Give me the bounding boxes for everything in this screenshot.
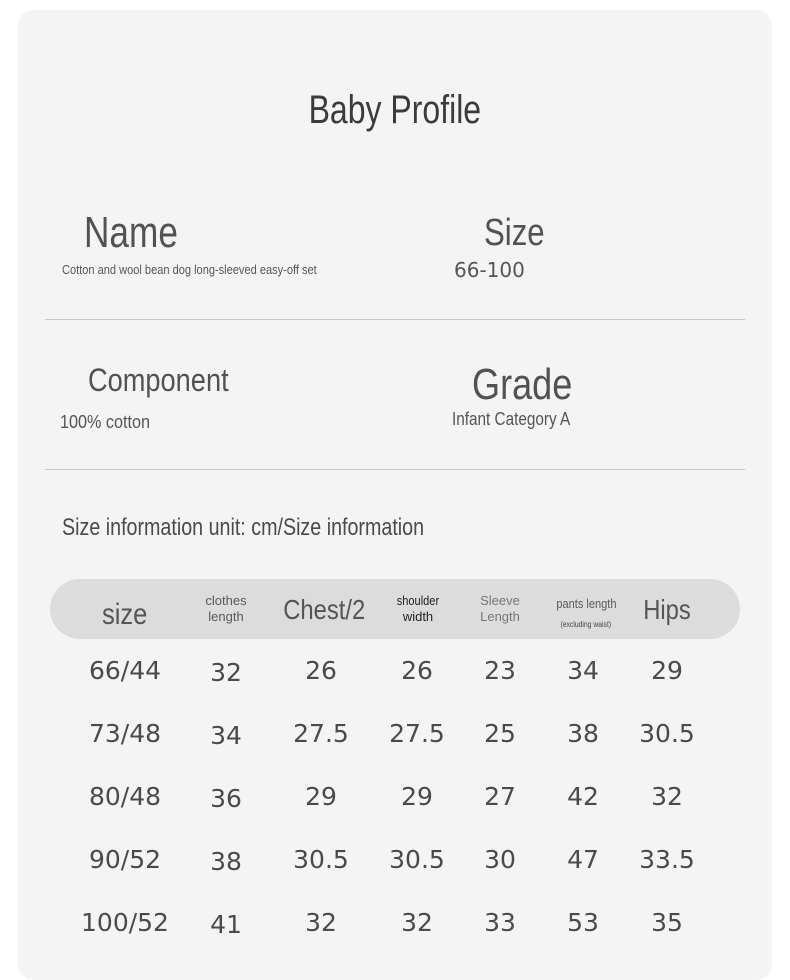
size-label: Size [484,212,545,254]
cell-sleeve-length: 27 [484,782,516,811]
table-row [0,782,790,822]
cell-size: 80/48 [88,782,162,811]
cell-shoulder-width: 30.5 [389,845,445,874]
cell-clothes-length: 41 [210,910,242,939]
grade-label: Grade [472,360,573,409]
header-chest: Chest/2 [282,594,366,626]
page-title: Baby Profile [308,88,482,132]
table-row [0,845,790,885]
cell-size: 100/52 [81,908,169,937]
cell-sleeve-length: 33 [484,908,516,937]
table-row [0,908,790,948]
header-clothes-length: clothes length [205,593,247,624]
cell-sleeve-length: 25 [484,719,516,748]
pants-note: (excluding waist) [560,620,612,629]
cell-clothes-length: 38 [210,847,242,876]
cell-pants-length: 38 [567,719,599,748]
cell-chest: 29 [305,782,337,811]
cell-clothes-length: 32 [210,658,242,687]
header-hips: Hips [643,594,691,626]
cell-clothes-length: 34 [210,721,242,750]
cell-sleeve-length: 30 [484,845,516,874]
cell-pants-length: 47 [567,845,599,874]
profile-card [18,10,772,980]
component-label: Component [88,362,229,398]
cell-chest: 30.5 [293,845,349,874]
cell-shoulder-width: 32 [401,908,433,937]
header-size: size [102,598,148,631]
header-pants-length: pants length (excluding waist) [555,596,617,629]
cell-pants-length: 34 [567,656,599,685]
cell-pants-length: 53 [567,908,599,937]
cell-hips: 32 [651,782,683,811]
grade-value: Infant Category A [452,409,571,429]
cell-hips: 30.5 [639,719,695,748]
header-sleeve-length: Sleeve Length [480,593,520,624]
divider [45,319,745,320]
cell-chest: 32 [305,908,337,937]
header-shoulder-width: shoulder width [396,593,440,624]
name-label: Name [84,208,178,257]
cell-shoulder-width: 26 [401,656,433,685]
name-value: Cotton and wool bean dog long-sleeved easy-off set [62,262,317,277]
cell-shoulder-width: 29 [401,782,433,811]
cell-hips: 29 [651,656,683,685]
cell-hips: 35 [651,908,683,937]
component-value: 100% cotton [60,412,151,432]
cell-chest: 27.5 [293,719,349,748]
cell-chest: 26 [305,656,337,685]
cell-size: 73/48 [88,719,162,748]
size-value: 66-100 [454,258,525,282]
cell-shoulder-width: 27.5 [389,719,445,748]
table-row [0,656,790,696]
cell-pants-length: 42 [567,782,599,811]
cell-clothes-length: 36 [210,784,242,813]
size-info-heading: Size information unit: cm/Size information [62,514,425,541]
divider [45,469,745,470]
cell-sleeve-length: 23 [484,656,516,685]
cell-size: 90/52 [88,845,162,874]
table-row [0,719,790,759]
cell-size: 66/44 [88,656,162,685]
cell-hips: 33.5 [639,845,695,874]
